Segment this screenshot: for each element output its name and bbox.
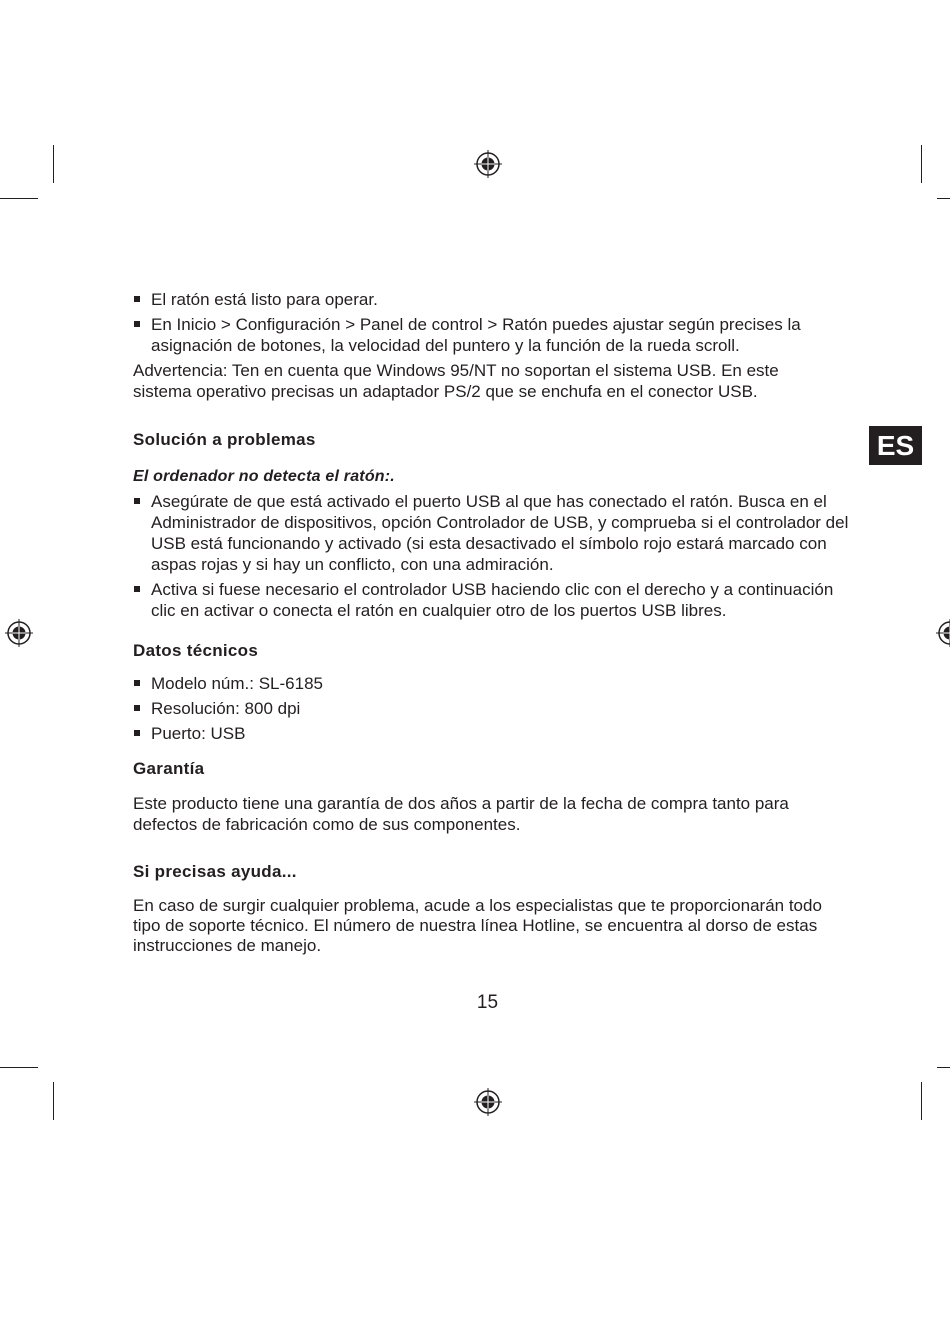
bullet-icon xyxy=(134,680,140,686)
bullet-icon xyxy=(134,321,140,327)
specs-heading: Datos técnicos xyxy=(133,641,259,660)
crop-mark xyxy=(0,1067,38,1068)
help-heading: Si precisas ayuda... xyxy=(133,862,297,881)
list-item: Activa si fuese necesario el controlador USB haciendo clic con el derecho y a continuación clic en activar o conecta el ratón en cualquier otro de los puertos USB libres. xyxy=(133,579,853,621)
warranty-heading: Garantía xyxy=(133,759,205,778)
bullet-icon xyxy=(134,705,140,711)
troubleshooting-heading: Solución a problemas xyxy=(133,430,316,449)
bullet-icon xyxy=(134,586,140,592)
crop-mark xyxy=(937,1067,950,1068)
list-item: Puerto: USB xyxy=(133,723,853,744)
specs-list xyxy=(133,673,853,744)
warning-paragraph: Advertencia: Ten en cuenta que Windows 95/NT no soportan el sistema USB. En este sistema operativo precisas un adaptador PS/2 que se enchufa en el conector USB. xyxy=(133,361,779,401)
registration-mark-icon xyxy=(5,619,33,647)
bullet-icon xyxy=(134,296,140,302)
registration-mark-icon xyxy=(474,150,502,178)
warranty-paragraph: Este producto tiene una garantía de dos años a partir de la fecha de compra tanto para defectos de fabricación como de sus componentes. xyxy=(133,794,789,834)
list-item: Asegúrate de que está activado el puerto USB al que has conectado el ratón. Busca en el Administrador de dispositivos, opción Controlador de USB, y comprueba si el controlador del USB está funcionando y activado (si esta desactivado el símbolo rojo estará marcado con aspas rojas y si hay un conflicto, con una admiración. xyxy=(133,491,853,575)
language-badge: ES xyxy=(869,426,922,465)
crop-mark xyxy=(53,145,54,183)
troubleshooting-list xyxy=(133,491,853,621)
list-item: Modelo núm.: SL-6185 xyxy=(133,673,853,694)
bullet-icon xyxy=(134,730,140,736)
troubleshooting-subheading: El ordenador no detecta el ratón:. xyxy=(133,468,395,485)
bullet-icon xyxy=(134,498,140,504)
crop-mark xyxy=(0,198,38,199)
crop-mark xyxy=(921,1082,922,1120)
crop-mark xyxy=(53,1082,54,1120)
list-item: En Inicio > Configuración > Panel de control > Ratón puedes ajustar según precises la asignación de botones, la velocidad del puntero y la función de la rueda scroll. xyxy=(133,314,853,356)
intro-list xyxy=(133,289,853,356)
registration-mark-icon xyxy=(474,1088,502,1116)
crop-mark xyxy=(937,198,950,199)
registration-mark-icon xyxy=(936,619,950,647)
list-item: El ratón está listo para operar. xyxy=(133,289,853,310)
crop-mark xyxy=(921,145,922,183)
list-item: Resolución: 800 dpi xyxy=(133,698,853,719)
document-body xyxy=(133,289,853,956)
help-paragraph: En caso de surgir cualquier problema, acude a los especialistas que te proporcionarán todo tipo de soporte técnico. El número de nuestra línea Hotline, se encuentra al dorso de estas instrucciones de manejo. xyxy=(133,896,822,955)
page-number: 15 xyxy=(476,992,499,1013)
